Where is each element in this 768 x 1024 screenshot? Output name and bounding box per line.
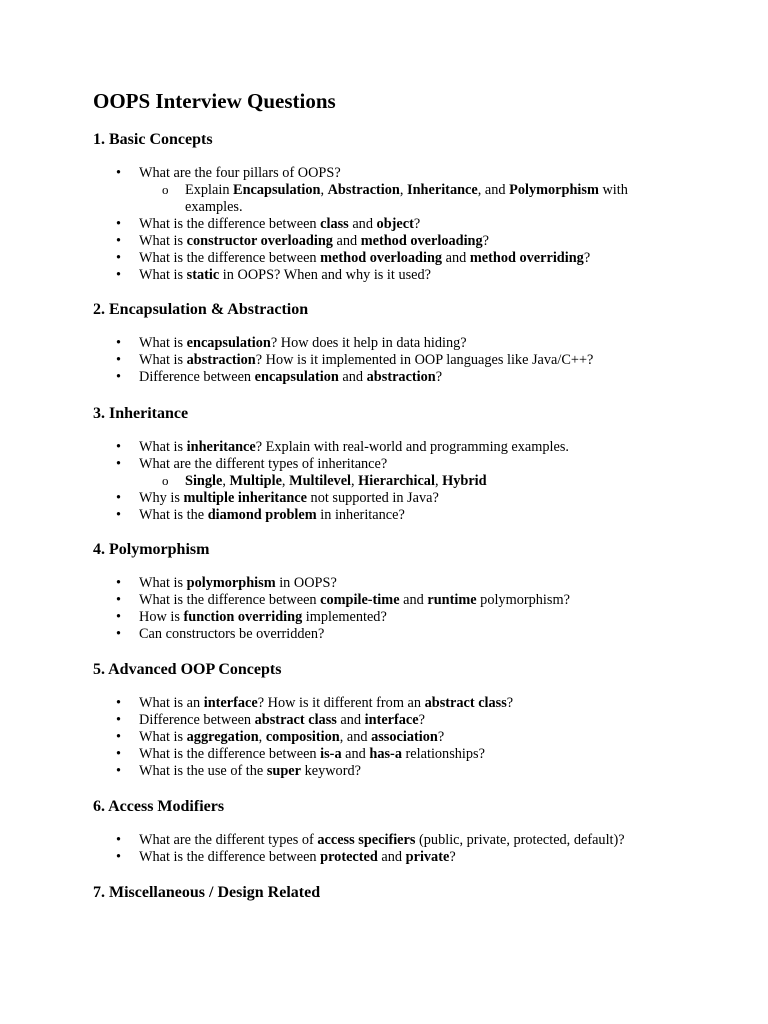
question-item — [139, 609, 728, 626]
bold-term: abstraction — [366, 369, 436, 385]
section-advanced-oop — [93, 659, 728, 779]
bold-term: has-a — [369, 746, 402, 762]
text-run: and — [336, 712, 365, 728]
text-run: ? — [583, 250, 591, 266]
section-heading: 1. Basic Concepts — [93, 131, 213, 148]
bold-term: method overloading — [360, 233, 483, 249]
section-miscellaneous — [93, 882, 728, 904]
text-run: What is — [139, 352, 187, 368]
section-heading: 6. Access Modifiers — [93, 798, 225, 815]
text-run: relationships? — [401, 746, 485, 762]
question-item — [139, 729, 728, 746]
bold-term: Abstraction — [327, 182, 400, 198]
text-run: How is — [139, 609, 184, 625]
text-run: Difference between — [139, 712, 255, 728]
bold-term: multiple inheritance — [183, 490, 307, 506]
bold-term: Inheritance — [407, 182, 478, 198]
text-run: , — [351, 473, 359, 489]
text-run: not supported in Java? — [306, 490, 439, 506]
bold-term: aggregation — [186, 729, 259, 745]
question-list — [139, 832, 728, 866]
text-run: (public, private, protected, default)? — [415, 832, 625, 848]
bold-term: diamond problem — [207, 507, 317, 523]
text-run: and — [341, 746, 370, 762]
sub-item — [185, 182, 728, 216]
question-item — [139, 832, 728, 849]
bold-term: Single — [185, 473, 223, 489]
text-run: ? — [418, 712, 425, 728]
section-access-modifiers — [93, 796, 728, 865]
question-item — [139, 849, 728, 866]
question-item — [139, 626, 728, 643]
bold-term: interface — [203, 695, 258, 711]
text-run: , — [320, 182, 328, 198]
question-list — [139, 695, 728, 780]
bold-term: constructor overloading — [186, 233, 333, 249]
text-run: ? — [435, 369, 443, 385]
question-item — [139, 712, 728, 729]
section-basic-concepts — [93, 129, 728, 283]
bold-term: encapsulation — [186, 335, 271, 351]
text-run: ? — [437, 729, 445, 745]
text-run: What is an — [139, 695, 204, 711]
text-run: and — [377, 849, 406, 865]
text-run: Can constructors be overridden? — [139, 626, 325, 642]
text-run: implemented? — [302, 609, 387, 625]
question-item — [139, 763, 728, 780]
text-run: , — [258, 729, 266, 745]
text-run: Why is — [139, 490, 184, 506]
bold-term: abstract class — [254, 712, 337, 728]
text-run: , and — [339, 729, 372, 745]
bold-term: Polymorphism — [509, 182, 599, 198]
text-run: keyword? — [301, 763, 361, 779]
question-list — [139, 439, 728, 524]
text-run: What is the difference between — [139, 216, 321, 232]
text-run: ? — [413, 216, 421, 232]
text-run: What is the difference between — [139, 746, 321, 762]
text-run: What are the four pillars of OOPS? — [139, 165, 341, 181]
question-item — [139, 369, 728, 386]
text-run: and — [399, 592, 428, 608]
text-run: ? — [506, 695, 514, 711]
bold-term: Hybrid — [442, 473, 487, 489]
section-encapsulation-abstraction — [93, 299, 728, 385]
text-run: What is — [139, 233, 187, 249]
page-title: OOPS Interview Questions — [93, 89, 336, 113]
sub-list — [139, 182, 728, 216]
text-run: , — [281, 473, 290, 489]
bold-term: Hierarchical — [358, 473, 435, 489]
bold-term: Encapsulation — [233, 182, 321, 198]
text-run: What are the different types of — [139, 832, 318, 848]
question-item — [139, 746, 728, 763]
bold-term: private — [405, 849, 450, 865]
bold-term: association — [371, 729, 438, 745]
text-run: ? How is it different from an — [257, 695, 425, 711]
bold-term: compile-time — [320, 592, 400, 608]
text-run: polymorphism? — [476, 592, 570, 608]
bold-term: method overriding — [469, 250, 584, 266]
question-item — [139, 352, 728, 369]
bold-term: is-a — [320, 746, 342, 762]
text-run: and — [442, 250, 470, 266]
question-list — [139, 335, 728, 386]
bold-term: super — [266, 763, 302, 779]
text-run: What is the difference between — [139, 849, 321, 865]
question-item — [139, 456, 728, 490]
bold-term: composition — [265, 729, 340, 745]
question-list — [139, 165, 728, 284]
text-run: ? How does it help in data hiding? — [270, 335, 467, 351]
bold-term: encapsulation — [254, 369, 339, 385]
question-list — [139, 575, 728, 643]
text-run: in inheritance? — [316, 507, 405, 523]
text-run: What is the use of the — [139, 763, 267, 779]
text-run: What are the different types of inheritance? — [139, 456, 388, 472]
text-run: with examples. — [185, 182, 628, 215]
text-run: and — [338, 369, 367, 385]
bold-term: access specifiers — [317, 832, 416, 848]
sub-item — [185, 473, 728, 490]
text-run: in OOPS? When and why is it used? — [219, 267, 432, 283]
text-run: What is — [139, 335, 187, 351]
question-item — [139, 250, 728, 267]
text-run: and — [332, 233, 361, 249]
text-run: What is — [139, 575, 187, 591]
bold-term: abstract class — [424, 695, 507, 711]
text-run: Explain — [185, 182, 234, 198]
text-run: What is — [139, 729, 187, 745]
text-run: , — [222, 473, 230, 489]
question-item — [139, 165, 728, 216]
bold-term: interface — [364, 712, 419, 728]
bold-term: object — [376, 216, 414, 232]
bold-term: Multilevel — [289, 473, 352, 489]
section-heading: 7. Miscellaneous / Design Related — [93, 884, 321, 901]
sub-list — [139, 473, 728, 490]
text-run: ? How is it implemented in OOP languages like Java/C++? — [255, 352, 594, 368]
bold-term: protected — [320, 849, 378, 865]
text-run: What is — [139, 439, 187, 455]
section-heading: 3. Inheritance — [93, 405, 189, 422]
text-run: ? — [449, 849, 456, 865]
question-item — [139, 575, 728, 592]
text-run: , — [399, 182, 408, 198]
bold-term: polymorphism — [186, 575, 276, 591]
question-item — [139, 490, 728, 507]
question-item — [139, 216, 728, 233]
text-run: , and — [477, 182, 510, 198]
question-item — [139, 439, 728, 456]
bold-term: class — [320, 216, 349, 232]
question-item — [139, 335, 728, 352]
text-run: and — [348, 216, 377, 232]
section-polymorphism — [93, 539, 728, 642]
text-run: ? Explain with real-world and programming examples. — [255, 439, 569, 455]
text-run: What is the difference between — [139, 250, 321, 266]
question-item — [139, 233, 728, 250]
text-run: What is the difference between — [139, 592, 321, 608]
text-run: What is — [139, 267, 187, 283]
section-heading: 5. Advanced OOP Concepts — [93, 661, 282, 678]
bold-term: abstraction — [186, 352, 256, 368]
text-run: ? — [482, 233, 489, 249]
text-run: , — [434, 473, 443, 489]
bold-term: method overloading — [320, 250, 443, 266]
section-inheritance — [93, 403, 728, 523]
text-run: Difference between — [139, 369, 255, 385]
section-heading: 2. Encapsulation & Abstraction — [93, 301, 309, 318]
bold-term: Multiple — [229, 473, 282, 489]
section-heading: 4. Polymorphism — [93, 541, 210, 558]
bold-term: inheritance — [186, 439, 256, 455]
question-item — [139, 267, 728, 284]
question-item — [139, 695, 728, 712]
text-run: What is the — [139, 507, 208, 523]
question-item — [139, 592, 728, 609]
bold-term: runtime — [427, 592, 477, 608]
bold-term: function overriding — [183, 609, 303, 625]
bold-term: static — [186, 267, 220, 283]
text-run: in OOPS? — [275, 575, 337, 591]
question-item — [139, 507, 728, 524]
